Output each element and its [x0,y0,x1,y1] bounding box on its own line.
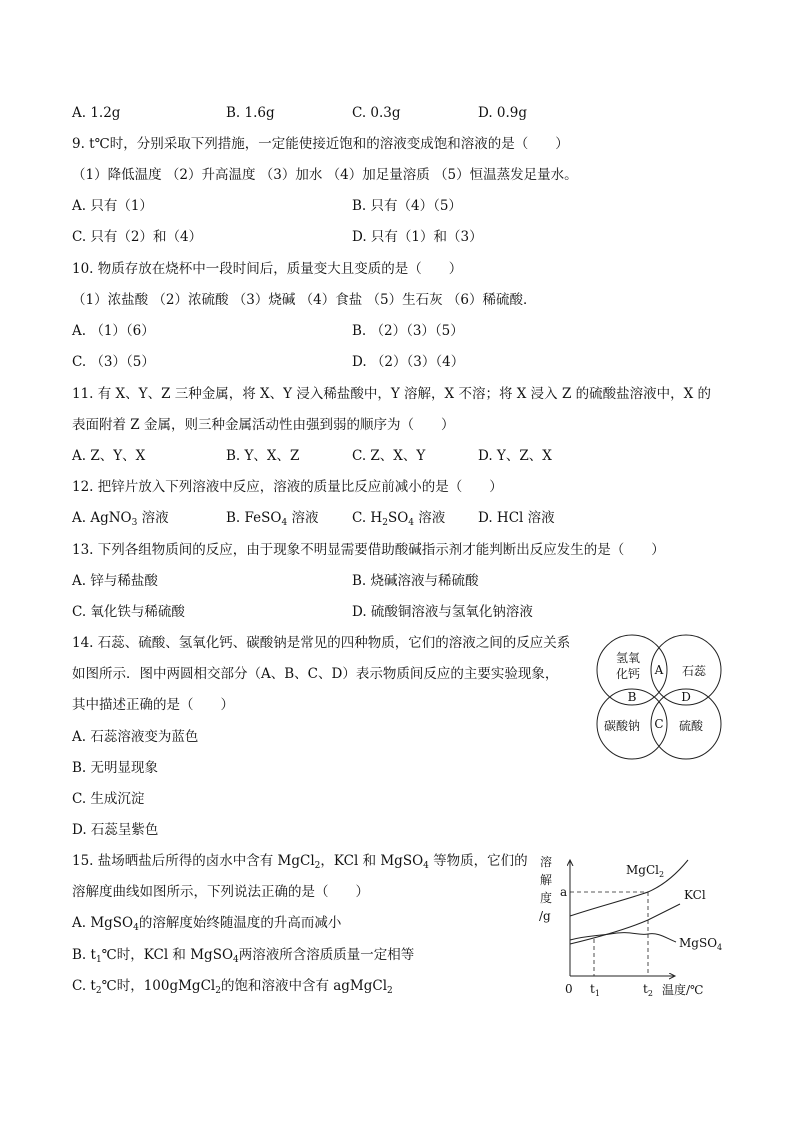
label-a: A [654,663,664,677]
label-b: B [627,690,637,704]
q9-measures: （1）降低温度 （2）升高温度 （3）加水 （4）加足量溶质 （5）恒温蒸发足量水。 [72,167,578,183]
q10-option-b: B. （2）（3）（5） [352,323,464,339]
q12-option-b: B. FeSO$_4$ 溶液 [226,510,319,528]
q10-items: （1）浓盐酸 （2）浓硫酸 （3）烧碱 （4）食盐 （5）生石灰 （6）稀硫酸． [72,292,537,308]
label-calcium-hydroxide-1: 氢氧 [615,651,641,665]
mgso4-series-label: MgSO$_4$ [679,936,723,952]
q13-option-c: C. 氧化铁与稀硫酸 [72,604,185,620]
q9-stem: 9. t℃时，分别采取下列措施，一定能使接近饱和的溶液变成饱和溶液的是（ ） [72,136,569,152]
q14-option-c: C. 生成沉淀 [72,791,145,807]
t1-tick-label: $t_1$ [590,982,600,998]
q8-option-d: D. 0.9g [478,105,528,121]
q12-option-c: C. $H_2SO_4$ 溶液 [352,510,446,528]
q15-option-b: B. $t_1℃$时，KCl 和 MgSO$_4$两溶液所含溶质质量一定相等 [72,947,415,965]
q10-option-d: D. （2）（3）（4） [352,354,465,370]
q13-stem: 13. 下列各组物质间的反应，由于现象不明显需要借助酸碱指示剂才能判断出反应发生的是（ ） [72,542,665,558]
q15-stem-line2: 溶解度曲线如图所示，下列说法正确的是（ ） [72,884,369,900]
q10-stem: 10. 物质存放在烧杯中一段时间后，质量变大且变质的是（ ） [72,261,463,277]
q12-option-d: D. HCl 溶液 [478,510,555,526]
y-label-1: 溶 [540,855,553,869]
q9-option-c: C. 只有（2）和（4） [72,229,203,245]
q10-option-a: A. （1）（6） [72,323,155,339]
q14-stem-line2: 如图所示．图中两圆相交部分（A、B、C、D）表示物质间反应的主要实验现象， [72,666,559,682]
q14-stem-line1: 14. 石蕊、硫酸、氢氧化钙、碳酸钠是常见的四种物质，它们的溶液之间的反应关系 [72,635,571,651]
label-d: D [681,690,691,704]
origin-label: 0 [565,982,573,996]
q12-stem: 12. 把锌片放入下列溶液中反应，溶液的质量比反应前减小的是（ ） [72,479,503,495]
q15-stem-line1: 15. 盐场晒盐后所得的卤水中含有 MgCl$_2$，KCl 和 MgSO$_4$ 等物质，它们的 [72,853,528,871]
x-axis-label: 温度/℃ [662,983,704,997]
kcl-curve [570,904,680,944]
q14-stem-line3: 其中描述正确的是（ ） [72,697,234,713]
label-sodium-carbonate: 碳酸钠 [603,719,641,733]
q15-option-a: A. MgSO$_4$的溶解度始终随温度的升高而减小 [72,915,342,933]
label-calcium-hydroxide-2: 化钙 [615,667,641,681]
q11-option-b: B. Y、X、Z [226,448,300,464]
q14-option-a: A. 石蕊溶液变为蓝色 [72,729,199,745]
label-c: C [654,717,664,731]
y-label-2: 解 [540,873,553,887]
q9-option-b: B. 只有（4）（5） [352,198,462,214]
label-sulfuric-acid: 硫酸 [678,719,704,733]
y-label-4: /g [539,909,551,923]
y-label-3: 度 [540,891,553,905]
q11-stem-line2: 表面附着 Z 金属，则三种金属活动性由强到弱的顺序为（ ） [72,417,455,433]
q14-option-b: B. 无明显现象 [72,760,159,776]
q10-option-c: C. （3）（5） [72,354,155,370]
q14-option-d: D. 石蕊呈紫色 [72,822,159,838]
a-tick-label: a [560,885,568,899]
q9-option-d: D. 只有（1）和（3） [352,229,483,245]
q9-option-a: A. 只有（1） [72,198,153,214]
q11-option-d: D. Y、Z、X [478,448,552,464]
q8-option-b: B. 1.6g [226,105,275,121]
q12-option-a: A. AgNO$_3$ 溶液 [72,510,169,528]
q8-option-a: A. 1.2g [72,105,121,121]
q13-option-b: B. 烧碱溶液与稀硫酸 [352,573,479,589]
q14-venn-diagram [590,630,730,765]
q11-option-c: C. Z、X、Y [352,448,426,464]
q11-option-a: A. Z、Y、X [72,448,146,464]
t2-tick-label: $t_2$ [643,982,653,998]
q11-stem-line1: 11. 有 X、Y、Z 三种金属，将 X、Y 浸入稀盐酸中，Y 溶解，X 不溶；将 X 浸入 Z 的硫酸盐溶液中，X 的 [72,386,712,402]
kcl-series-label: KCl [684,888,706,902]
q15-option-c: C. $t_2℃$时，100gMgCl$_2$的饱和溶液中含有 agMgCl$_2$ [72,978,393,996]
q8-option-c: C. 0.3g [352,105,401,121]
q13-option-d: D. 硫酸铜溶液与氢氧化钠溶液 [352,604,533,620]
label-litmus: 石蕊 [681,664,707,678]
mgcl2-series-label: MgCl$_2$ [626,863,665,879]
q15-solubility-chart [530,848,730,998]
q13-option-a: A. 锌与稀盐酸 [72,573,158,589]
mgso4-curve [570,933,676,942]
